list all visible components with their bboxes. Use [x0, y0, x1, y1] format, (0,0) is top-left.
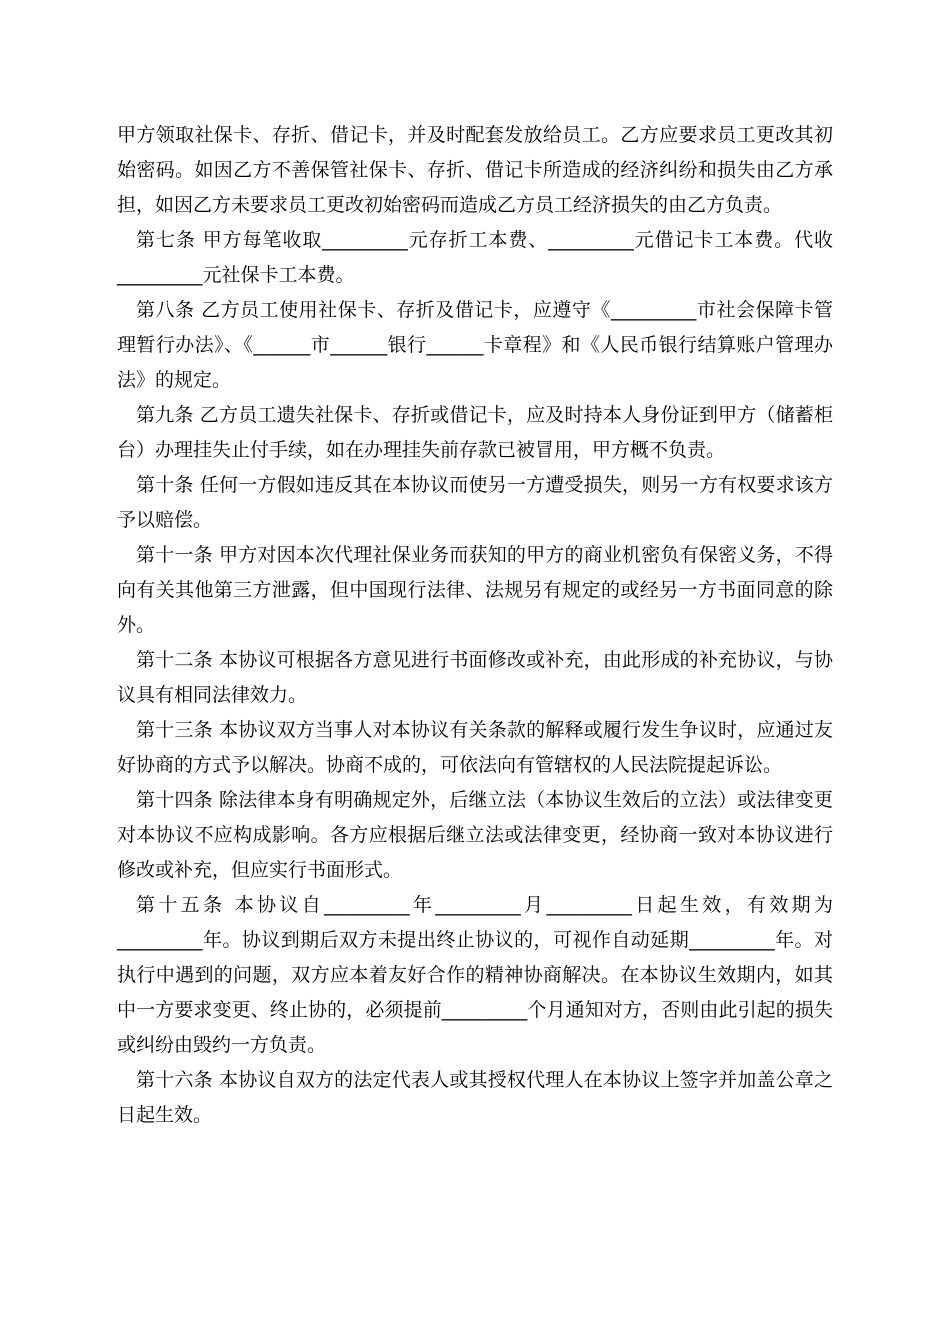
article-11: 第十一条 甲方对因本次代理社保业务而获知的甲方的商业机密负有保密义务，不得向有关其他第三方泄露，但中国现行法律、法规另有规定的或经另一方书面同意的除外。 [117, 544, 833, 636]
article-10: 第十条 任何一方假如违反其在本协议而使另一方遭受损失，则另一方有权要求该方予以赔偿。 [117, 474, 833, 531]
document-body [117, 118, 833, 1133]
article-14: 第十四条 除法律本身有明确规定外，后继立法（本协议生效后的立法）或法律变更对本协议不应构成影响。各方应根据后继立法或法律变更，经协商一致对本协议进行修改或补充，但应实行书面形式。 [117, 789, 833, 881]
paragraph-continuation: 甲方领取社保卡、存折、借记卡，并及时配套发放给员工。乙方应要求员工更改其初始密码。如因乙方不善保管社保卡、存折、借记卡所造成的经济纠纷和损失由乙方承担，如因乙方未要求员工更改初始密码而造成乙方员工经济损失的由乙方负责。 [117, 124, 833, 216]
article-8: 第八条 乙方员工使用社保卡、存折及借记卡，应遵守《_________市社会保障卡管理暂行办法》、《______市______银行______卡章程》和《人民币银行结算账户管理办法》的规定。 [117, 299, 833, 391]
article-12: 第十二条 本协议可根据各方意见进行书面修改或补充，由此形成的补充协议，与协议具有相同法律效力。 [117, 649, 833, 706]
article-7: 第七条 甲方每笔收取_________元存折工本费、_________元借记卡工本费。代收_________元社保卡工本费。 [117, 229, 833, 286]
article-9: 第九条 乙方员工遗失社保卡、存折或借记卡，应及时持本人身份证到甲方（储蓄柜台）办理挂失止付手续，如在办理挂失前存款已被冒用，甲方概不负责。 [117, 404, 833, 461]
article-16: 第十六条 本协议自双方的法定代表人或其授权代理人在本协议上签字并加盖公章之日起生效。 [117, 1069, 833, 1126]
article-13: 第十三条 本协议双方当事人对本协议有关条款的解释或履行发生争议时，应通过友好协商的方式予以解决。协商不成的，可依法向有管辖权的人民法院提起诉讼。 [117, 719, 833, 776]
article-15: 第十五条 本协议自_________年_________月_________日起生效，有效期为_________年。协议到期后双方未提出终止协议的，可视作自动延期_________年。对执行中遇到的问题，双方应本着友好合作的精神协商解决。在本协议生效期内，如其中一方要求变更、终止协的，必须提前_________个月通知对方，否则由此引起的损失或纠纷由毁约一方负责。 [117, 894, 833, 1056]
